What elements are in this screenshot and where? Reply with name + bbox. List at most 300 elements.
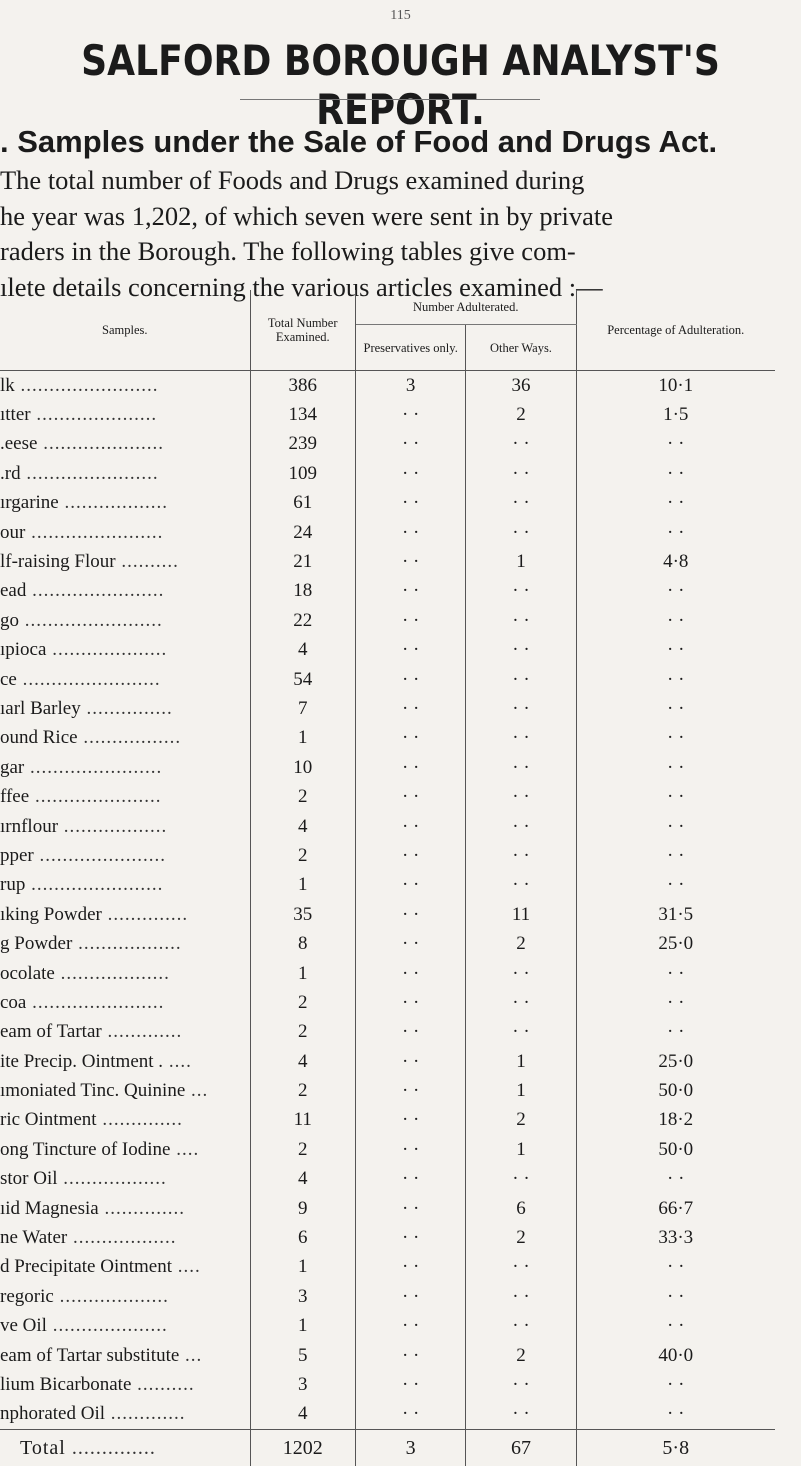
dot-leader: .... — [170, 1138, 200, 1160]
percentage: · · — [667, 668, 685, 690]
dot-leader: .................... — [46, 1315, 168, 1337]
preservatives-count: 3 — [355, 371, 466, 401]
percentage: · · — [667, 433, 685, 455]
dot-leader: .... — [172, 1256, 201, 1278]
sample-name-text: ıid Magnesia — [0, 1197, 99, 1219]
sample-name-text: ong Tincture of Iodine — [0, 1138, 171, 1160]
dot-leader: .................. — [67, 1227, 177, 1249]
percentage: 10·1 — [658, 374, 694, 396]
preservatives-count: · · — [355, 1194, 466, 1223]
other-ways-count: · · — [466, 753, 576, 782]
percentage: 25·0 — [658, 1050, 694, 1072]
preservatives-count: · · — [355, 547, 466, 576]
other-ways-count: · · — [466, 459, 576, 488]
other-ways-count: · · — [466, 665, 576, 694]
total-examined: 10 — [250, 753, 355, 782]
dot-leader: ................... — [54, 962, 170, 984]
other-ways-count: · · — [466, 636, 576, 665]
preservatives-count: · · — [355, 1106, 466, 1135]
total-examined: 4 — [250, 812, 355, 841]
preservatives-count: · · — [355, 489, 466, 518]
table-row — [0, 606, 775, 635]
sample-name — [0, 1194, 250, 1223]
sample-name-text: ırnflour — [0, 815, 59, 837]
total-examined: 2 — [250, 988, 355, 1017]
other-ways-count: · · — [466, 1253, 576, 1282]
sample-name — [0, 929, 250, 958]
sample-name-text: lium Bicarbonate — [0, 1373, 132, 1395]
dot-leader: ....................... — [24, 756, 163, 778]
sample-name — [0, 1282, 250, 1311]
table-row — [0, 636, 775, 665]
sample-name-text: eam of Tartar — [0, 1021, 102, 1043]
sample-name — [0, 1253, 250, 1282]
preservatives-count: · · — [355, 812, 466, 841]
total-examined: 239 — [250, 430, 355, 459]
total-examined: 22 — [250, 606, 355, 635]
sample-name — [0, 518, 250, 547]
sample-name — [0, 665, 250, 694]
other-ways-count: 1 — [466, 547, 576, 576]
sample-name-text: .eese — [0, 433, 38, 455]
total-examined: 1 — [250, 724, 355, 753]
table-row — [0, 1018, 775, 1047]
preservatives-count: · · — [355, 1400, 466, 1430]
total-examined: 5 — [250, 1341, 355, 1370]
header-number-adulterated: Number Adulterated. — [355, 290, 576, 325]
dot-leader: .............. — [65, 1436, 156, 1459]
dot-leader: .................. — [72, 933, 182, 955]
paragraph-line: ılete details concerning the various articles examined :— — [0, 271, 603, 302]
percentage: · · — [667, 580, 685, 602]
table-row — [0, 459, 775, 488]
sample-name — [0, 577, 250, 606]
other-ways-count: 67 — [466, 1430, 576, 1466]
preservatives-count: · · — [355, 430, 466, 459]
table-row — [0, 577, 775, 606]
total-examined: 4 — [250, 1165, 355, 1194]
dot-leader: ........................ — [16, 668, 161, 690]
paragraph-line: he year was 1,202, of which seven were sent in by private — [0, 200, 613, 231]
sample-name — [0, 812, 250, 841]
paragraph-line: raders in the Borough. The following tables give com- — [0, 236, 576, 266]
percentage: · · — [667, 844, 685, 866]
total-examined: 134 — [250, 400, 355, 429]
other-ways-count: · · — [466, 871, 576, 900]
dot-leader: ........................ — [14, 374, 159, 396]
dot-leader: .............. — [98, 1197, 185, 1219]
total-examined: 9 — [250, 1194, 355, 1223]
percentage: · · — [667, 521, 685, 543]
table-row — [0, 812, 775, 841]
percentage: 1·5 — [663, 404, 689, 426]
sample-name — [0, 782, 250, 811]
table-row — [0, 724, 775, 753]
sample-name-text: ffee — [0, 786, 30, 808]
sample-name — [0, 1400, 250, 1430]
dot-leader: ............. — [101, 1021, 183, 1043]
sample-name-text: g Powder — [0, 933, 73, 955]
other-ways-count: 6 — [466, 1194, 576, 1223]
percentage: · · — [667, 1403, 685, 1425]
percentage: · · — [667, 991, 685, 1013]
sample-name-text: lf-raising Flour — [0, 551, 116, 573]
sample-name — [0, 636, 250, 665]
other-ways-count: · · — [466, 959, 576, 988]
total-examined: 3 — [250, 1282, 355, 1311]
other-ways-count: · · — [466, 1400, 576, 1430]
total-examined: 7 — [250, 694, 355, 723]
percentage: · · — [667, 609, 685, 631]
title-underline — [240, 99, 540, 100]
sample-name — [0, 1370, 250, 1399]
percentage: · · — [667, 639, 685, 661]
percentage: 25·0 — [658, 933, 694, 955]
sample-name — [0, 1018, 250, 1047]
total-examined: 1 — [250, 959, 355, 988]
other-ways-count: · · — [466, 841, 576, 870]
percentage: 5·8 — [576, 1430, 775, 1466]
table-row — [0, 871, 775, 900]
preservatives-count: · · — [355, 1018, 466, 1047]
dot-leader: ...................... — [29, 786, 162, 808]
sample-name-text: ırgarine — [0, 492, 59, 514]
other-ways-count: · · — [466, 1370, 576, 1399]
sample-name-text: ound Rice — [0, 727, 78, 749]
sample-name — [0, 400, 250, 429]
percentage: 40·0 — [658, 1344, 694, 1366]
preservatives-count: · · — [355, 1341, 466, 1370]
percentage: · · — [667, 462, 685, 484]
total-examined: 54 — [250, 665, 355, 694]
preservatives-count: · · — [355, 577, 466, 606]
preservatives-count: · · — [355, 841, 466, 870]
sample-name-text: ite Precip. Ointment . — [0, 1050, 164, 1072]
other-ways-count: · · — [466, 577, 576, 606]
table-row — [0, 1341, 775, 1370]
percentage: · · — [667, 874, 685, 896]
dot-leader: .................. — [58, 815, 168, 837]
other-ways-count: · · — [466, 518, 576, 547]
table-row — [0, 1400, 775, 1430]
preservatives-count: · · — [355, 1312, 466, 1341]
percentage: · · — [667, 1285, 685, 1307]
sample-name-text: ve Oil — [0, 1315, 47, 1337]
other-ways-count: · · — [466, 988, 576, 1017]
preservatives-count: · · — [355, 694, 466, 723]
sample-name — [0, 841, 250, 870]
table-row — [0, 518, 775, 547]
percentage: · · — [667, 697, 685, 719]
samples-table — [0, 290, 775, 1466]
total-examined: 21 — [250, 547, 355, 576]
dot-leader: ............. — [105, 1403, 186, 1425]
dot-leader: ....................... — [25, 521, 164, 543]
percentage: 66·7 — [658, 1197, 694, 1219]
dot-leader: ... — [179, 1344, 203, 1366]
sample-name-text: stor Oil — [0, 1168, 58, 1190]
page-number: 115 — [390, 8, 411, 23]
sample-name — [0, 1312, 250, 1341]
sample-name — [0, 988, 250, 1017]
table-row — [0, 1223, 775, 1252]
percentage: · · — [667, 492, 685, 514]
percentage: · · — [667, 1256, 685, 1278]
other-ways-count: · · — [466, 606, 576, 635]
sample-name-text: pper — [0, 844, 34, 866]
dot-leader: ............... — [80, 697, 173, 719]
dot-leader: ..................... — [37, 433, 164, 455]
other-ways-count: 2 — [466, 929, 576, 958]
sample-name — [0, 753, 250, 782]
total-examined: 11 — [250, 1106, 355, 1135]
percentage: · · — [667, 1168, 685, 1190]
preservatives-count: · · — [355, 1253, 466, 1282]
other-ways-count: 2 — [466, 400, 576, 429]
sample-name — [0, 900, 250, 929]
table-row — [0, 782, 775, 811]
total-examined: 18 — [250, 577, 355, 606]
sample-name-text: our — [0, 521, 26, 543]
total-label-text: Total — [20, 1436, 66, 1459]
sample-name-text: ıpioca — [0, 639, 47, 661]
total-examined: 4 — [250, 636, 355, 665]
percentage: · · — [667, 815, 685, 837]
table-row — [0, 1165, 775, 1194]
preservatives-count: · · — [355, 1047, 466, 1076]
preservatives-count: · · — [355, 459, 466, 488]
sample-name — [0, 1165, 250, 1194]
sample-name — [0, 1106, 250, 1135]
sample-name-text: go — [0, 609, 19, 631]
other-ways-count: · · — [466, 1312, 576, 1341]
percentage: · · — [667, 962, 685, 984]
total-examined: 1202 — [250, 1430, 355, 1466]
table-row — [0, 1106, 775, 1135]
total-examined: 3 — [250, 1370, 355, 1399]
percentage: 31·5 — [658, 903, 694, 925]
dot-leader: .......... — [115, 551, 179, 573]
sample-name-text: .rd — [0, 462, 21, 484]
table-row — [0, 900, 775, 929]
preservatives-count: · · — [355, 1223, 466, 1252]
report-title: SALFORD BOROUGH ANALYST'S REPORT. — [81, 36, 720, 134]
percentage: · · — [667, 1021, 685, 1043]
table-row — [0, 1370, 775, 1399]
total-examined: 2 — [250, 841, 355, 870]
total-examined: 2 — [250, 1076, 355, 1105]
total-examined: 4 — [250, 1047, 355, 1076]
percentage: 18·2 — [658, 1109, 694, 1131]
sample-name-text: d Precipitate Ointment — [0, 1256, 173, 1278]
preservatives-count: · · — [355, 400, 466, 429]
total-examined: 2 — [250, 1135, 355, 1164]
sample-name — [0, 459, 250, 488]
sample-name-text: ımoniated Tinc. Quinine — [0, 1080, 186, 1102]
sample-name-text: rup — [0, 874, 26, 896]
total-examined: 4 — [250, 1400, 355, 1430]
dot-leader: .................. — [58, 492, 168, 514]
table-row — [0, 753, 775, 782]
other-ways-count: 2 — [466, 1341, 576, 1370]
other-ways-count: 1 — [466, 1135, 576, 1164]
dot-leader: ..................... — [30, 404, 158, 426]
other-ways-count: · · — [466, 1018, 576, 1047]
table-row — [0, 1253, 775, 1282]
other-ways-count: · · — [466, 694, 576, 723]
percentage: 50·0 — [658, 1080, 694, 1102]
other-ways-count: 1 — [466, 1076, 576, 1105]
preservatives-count: · · — [355, 1076, 466, 1105]
table-row — [0, 694, 775, 723]
dot-leader: .............. — [96, 1109, 183, 1131]
other-ways-count: 36 — [466, 371, 576, 401]
preservatives-count: 3 — [355, 1430, 466, 1466]
table-row — [0, 1047, 775, 1076]
sample-name — [0, 694, 250, 723]
header-percentage: Percentage of Adulteration. — [576, 290, 775, 371]
section-heading: . Samples under the Sale of Food and Drugs Act. — [0, 124, 718, 159]
percentage: 50·0 — [658, 1138, 694, 1160]
table-row — [0, 841, 775, 870]
table-row — [0, 400, 775, 429]
preservatives-count: · · — [355, 1282, 466, 1311]
total-row — [0, 1430, 775, 1466]
sample-name-text: eam of Tartar substitute — [0, 1344, 180, 1366]
dot-leader: .................. — [57, 1168, 167, 1190]
header-total-examined: Total Number Examined. — [250, 290, 355, 371]
sample-name-text: ıtter — [0, 404, 31, 426]
sample-name — [0, 724, 250, 753]
preservatives-count: · · — [355, 782, 466, 811]
preservatives-count: · · — [355, 724, 466, 753]
total-examined: 6 — [250, 1223, 355, 1252]
total-examined: 386 — [250, 371, 355, 401]
percentage: · · — [667, 1315, 685, 1337]
preservatives-count: · · — [355, 1370, 466, 1399]
percentage: · · — [667, 727, 685, 749]
other-ways-count: 11 — [466, 900, 576, 929]
sample-name-text: ıarl Barley — [0, 697, 81, 719]
sample-name-text: gar — [0, 756, 25, 778]
sample-name — [0, 489, 250, 518]
table-row — [0, 1194, 775, 1223]
sample-name-text: regoric — [0, 1285, 54, 1307]
intro-paragraph — [0, 163, 790, 305]
dot-leader: ...................... — [33, 844, 167, 866]
dot-leader: ....................... — [26, 580, 165, 602]
table-body — [0, 371, 775, 1466]
preservatives-count: · · — [355, 900, 466, 929]
sample-name — [0, 606, 250, 635]
sample-name — [0, 1135, 250, 1164]
table-row — [0, 1135, 775, 1164]
paragraph-line: The total number of Foods and Drugs examined during — [0, 165, 585, 195]
other-ways-count: 2 — [466, 1223, 576, 1252]
sample-name-text: ce — [0, 668, 17, 690]
header-samples: Samples. — [0, 290, 250, 371]
dot-leader: .......... — [131, 1373, 195, 1395]
total-examined: 1 — [250, 1253, 355, 1282]
sample-name — [0, 1223, 250, 1252]
sample-name — [0, 959, 250, 988]
table-row — [0, 959, 775, 988]
sample-name — [0, 1341, 250, 1370]
table-row — [0, 1312, 775, 1341]
percentage: · · — [667, 1373, 685, 1395]
sample-name — [0, 547, 250, 576]
sample-name-text: ric Ointment — [0, 1109, 97, 1131]
table-row — [0, 665, 775, 694]
dot-leader: ....................... — [20, 462, 159, 484]
total-examined: 109 — [250, 459, 355, 488]
total-label — [0, 1430, 250, 1466]
other-ways-count: 2 — [466, 1106, 576, 1135]
sample-name-text: lk — [0, 374, 15, 396]
percentage: · · — [667, 786, 685, 808]
other-ways-count: 1 — [466, 1047, 576, 1076]
preservatives-count: · · — [355, 753, 466, 782]
sample-name-text: ead — [0, 580, 27, 602]
dot-leader: ........................ — [19, 609, 163, 631]
other-ways-count: · · — [466, 1282, 576, 1311]
sample-name-text: ıking Powder — [0, 903, 102, 925]
sample-name-text: ocolate — [0, 962, 55, 984]
table-row — [0, 1076, 775, 1105]
sample-name-text: nphorated Oil — [0, 1403, 106, 1425]
percentage: 4·8 — [663, 551, 689, 573]
table-row — [0, 547, 775, 576]
other-ways-count: · · — [466, 1165, 576, 1194]
table-row — [0, 371, 775, 401]
dot-leader: ....................... — [26, 991, 165, 1013]
sample-name-text: coa — [0, 991, 27, 1013]
preservatives-count: · · — [355, 988, 466, 1017]
other-ways-count: · · — [466, 489, 576, 518]
other-ways-count: · · — [466, 812, 576, 841]
preservatives-count: · · — [355, 871, 466, 900]
preservatives-count: · · — [355, 929, 466, 958]
dot-leader: .............. — [101, 903, 189, 925]
dot-leader: .................... — [46, 639, 168, 661]
header-other-ways: Other Ways. — [466, 325, 576, 371]
total-examined: 8 — [250, 929, 355, 958]
dot-leader: .... — [163, 1050, 192, 1072]
dot-leader: ....................... — [25, 874, 164, 896]
table-row — [0, 489, 775, 518]
total-examined: 61 — [250, 489, 355, 518]
total-examined: 2 — [250, 782, 355, 811]
preservatives-count: · · — [355, 959, 466, 988]
header-preservatives: Preservatives only. — [355, 325, 466, 371]
preservatives-count: · · — [355, 665, 466, 694]
table-row — [0, 929, 775, 958]
percentage: · · — [667, 756, 685, 778]
other-ways-count: · · — [466, 782, 576, 811]
total-examined: 1 — [250, 871, 355, 900]
sample-name — [0, 871, 250, 900]
total-examined: 1 — [250, 1312, 355, 1341]
dot-leader: ... — [185, 1080, 209, 1102]
percentage: 33·3 — [658, 1227, 694, 1249]
dot-leader: ................... — [53, 1285, 169, 1307]
sample-name — [0, 371, 250, 401]
dot-leader: ................. — [77, 727, 182, 749]
sample-name — [0, 1047, 250, 1076]
table-row — [0, 1282, 775, 1311]
sample-name — [0, 1076, 250, 1105]
preservatives-count: · · — [355, 1165, 466, 1194]
